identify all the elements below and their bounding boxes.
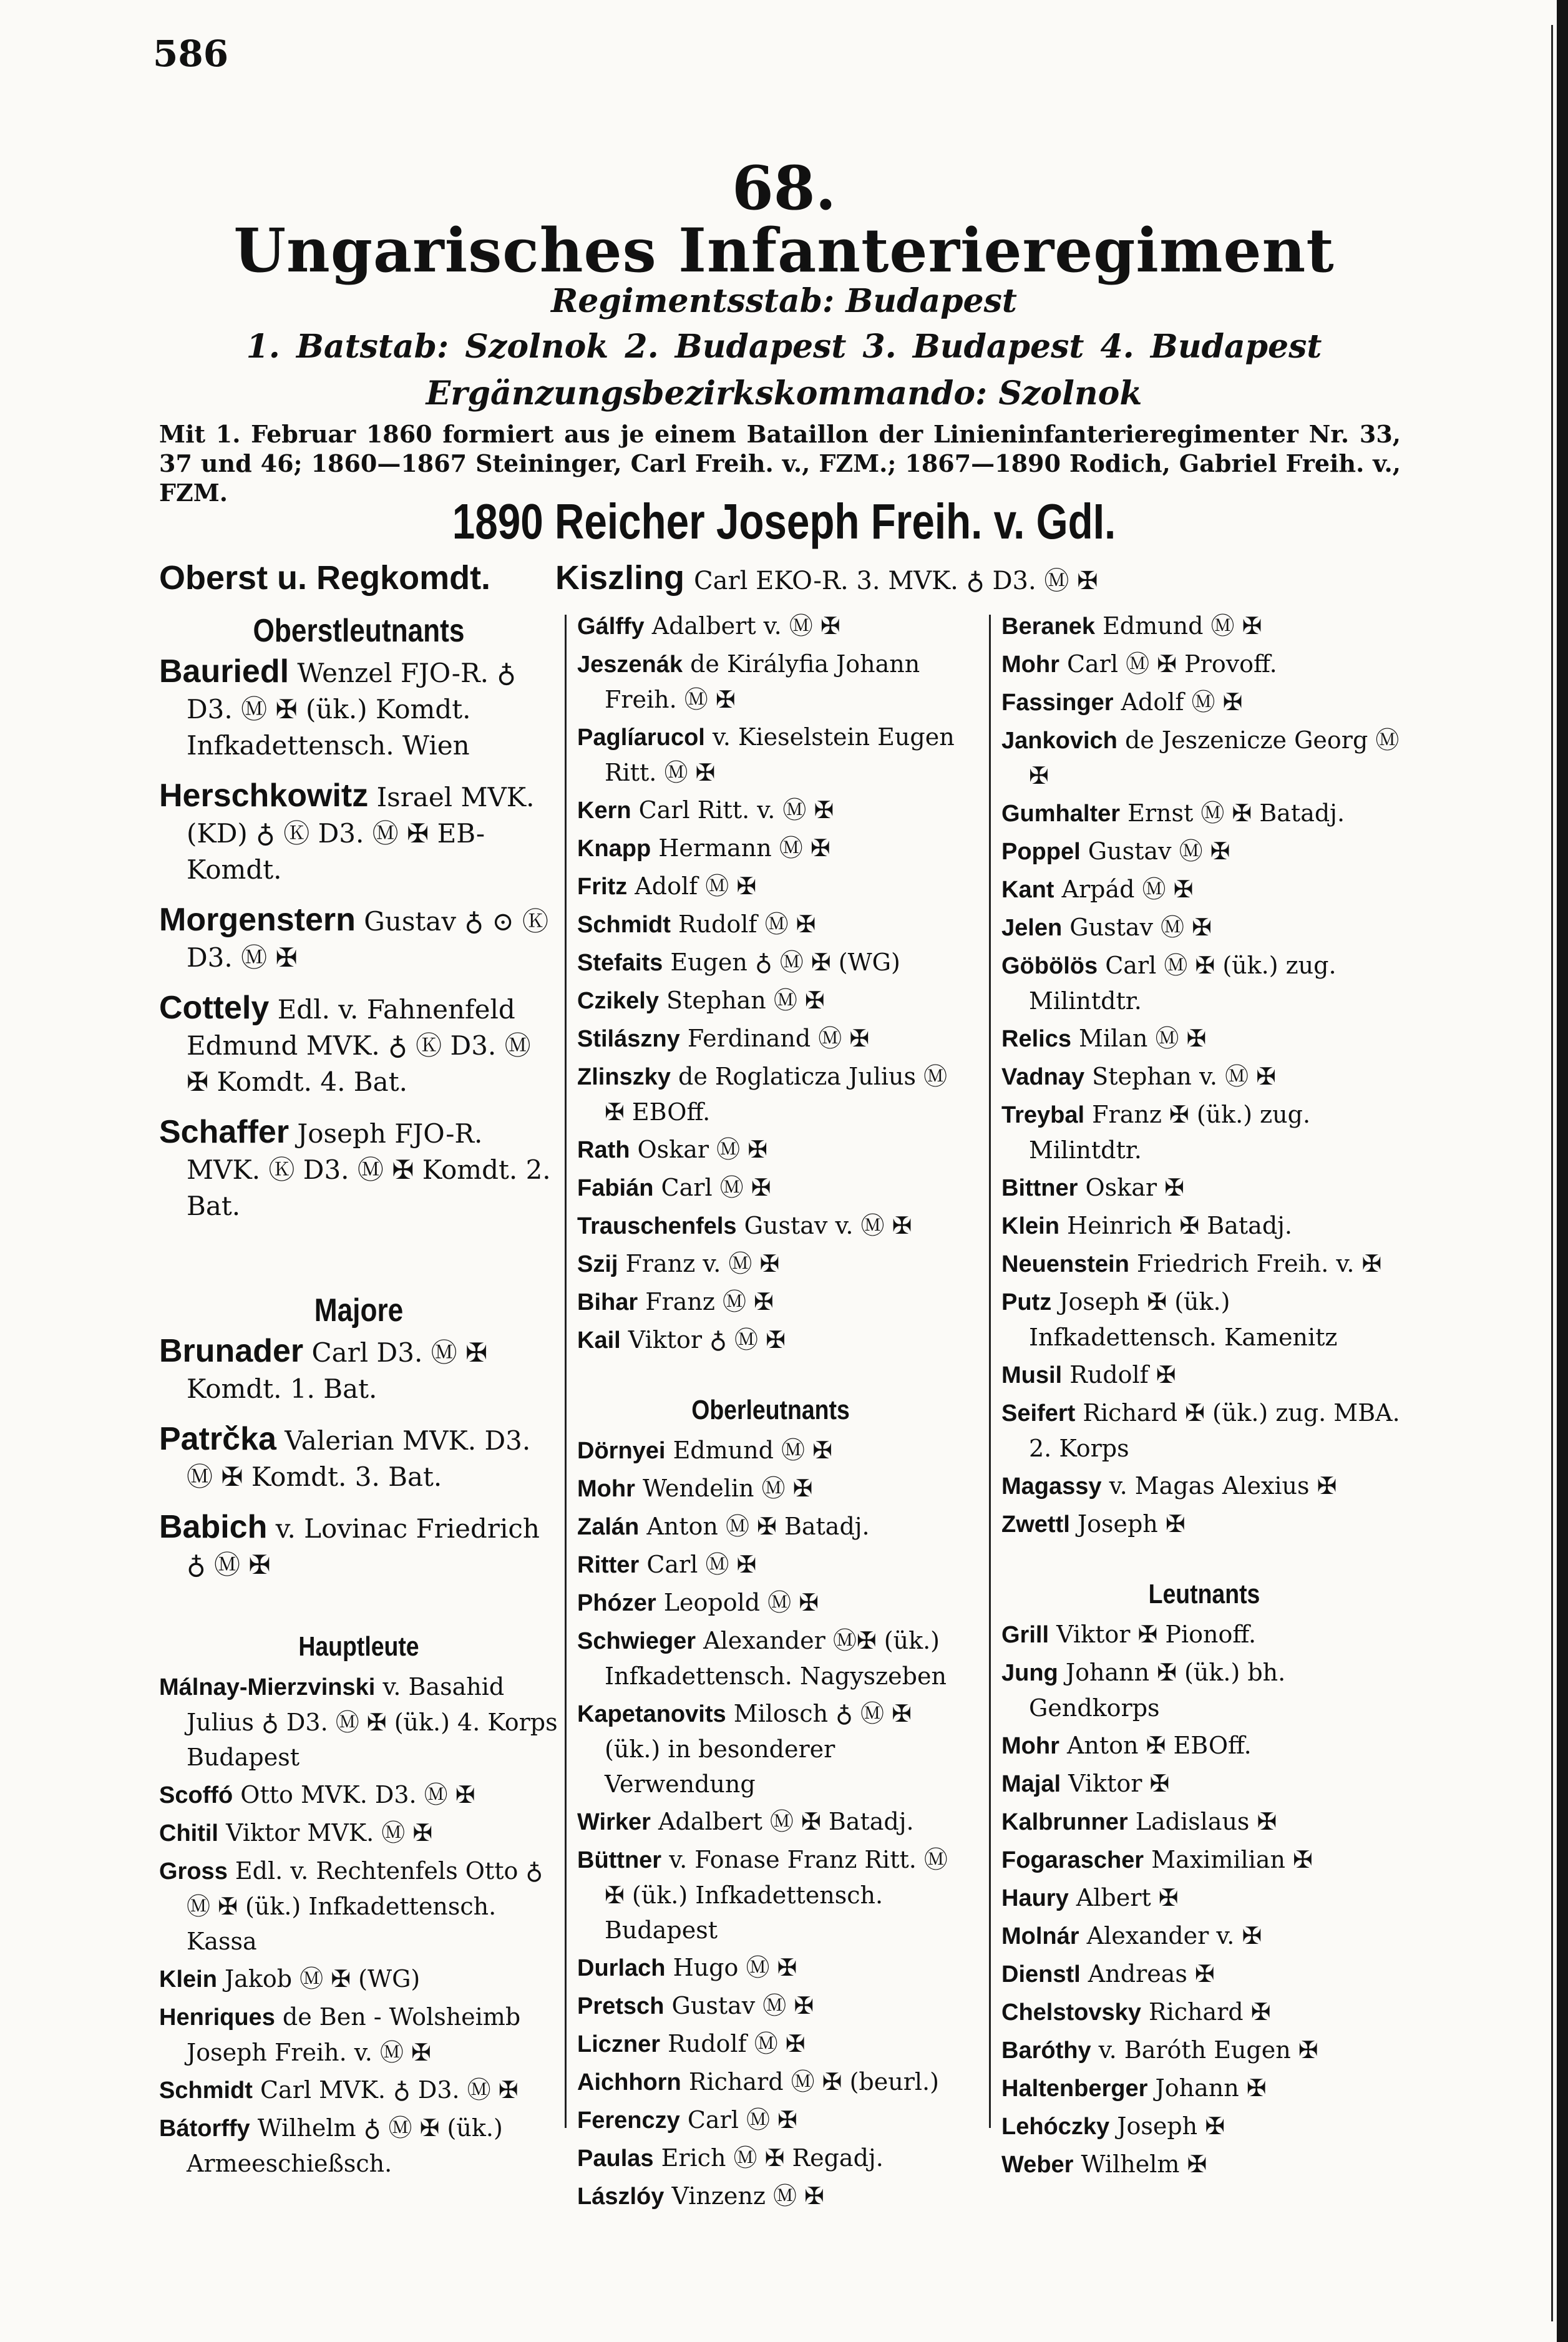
officer-name: Stilászny: [577, 1026, 680, 1052]
officer-name: Magassy: [1001, 1473, 1102, 1500]
officer-entry: [577, 1623, 964, 1694]
officer-details: Leopold Ⓜ ✠: [656, 1589, 819, 1616]
officer-details: Anton ✠ EBOff.: [1059, 1732, 1252, 1759]
section-heading-hauptleute: Hauptleute: [298, 1631, 419, 1662]
officer-details: Stephan v. Ⓜ ✠: [1084, 1063, 1276, 1090]
officer-entry: [1001, 1468, 1407, 1504]
officer-entry: [577, 2140, 964, 2176]
officer-entry: [1001, 834, 1407, 869]
officer-name: Bittner: [1001, 1175, 1078, 1201]
officer-entry: [159, 990, 558, 1100]
officer-name: Schaffer: [159, 1114, 290, 1150]
officer-name: Seifert: [1001, 1400, 1076, 1427]
officer-entry: [577, 2102, 964, 2138]
officer-details: Edl. v. Fahnenfeld Edmund MVK. ♁ Ⓚ D3. Ⓜ ✠ Komdt. 4. Bat.: [187, 994, 531, 1097]
officer-entry: [159, 1961, 558, 1997]
officer-name: Putz: [1001, 1289, 1052, 1315]
officer-entry: [1001, 1918, 1407, 1954]
officer-name: Jeszenák: [577, 651, 683, 678]
officer-details: Alexander v. ✠: [1079, 1922, 1262, 1949]
officer-details: Ferdinand Ⓜ ✠: [679, 1025, 870, 1052]
oberstleutnants-list: [159, 653, 558, 1224]
officer-name: Mohr: [1001, 1733, 1059, 1759]
officer-entry: [1001, 1021, 1407, 1056]
officer-name: Czikely: [577, 988, 659, 1014]
officer-name: Vadnay: [1001, 1064, 1085, 1090]
officer-details: Viktor ♁ Ⓜ ✠: [620, 1326, 786, 1354]
officer-name: Mohr: [1001, 651, 1059, 678]
officer-details: Hermann Ⓜ ✠: [651, 834, 830, 862]
officer-entry: [1001, 1617, 1407, 1652]
officer-details: Milan Ⓜ ✠: [1071, 1025, 1207, 1052]
page-edge-line: [1551, 25, 1553, 2321]
officer-details: Carl Ⓜ ✠: [639, 1551, 757, 1578]
officer-details: v. Magas Alexius ✠: [1101, 1472, 1337, 1500]
officer-name: Weber: [1001, 2152, 1074, 2178]
officer-entry: [1001, 2109, 1407, 2144]
officer-name: Jung: [1001, 1660, 1058, 1686]
officer-name: Klein: [1001, 1213, 1059, 1239]
officer-name: Zlinszky: [577, 1064, 671, 1090]
officer-name: Liczner: [577, 2031, 661, 2057]
officer-name: Fabián: [577, 1175, 654, 1201]
officer-entry: [1001, 1956, 1407, 1992]
officer-details: de Jeszenicze Georg Ⓜ ✠: [1029, 726, 1400, 789]
officer-entry: [577, 1208, 964, 1244]
officer-entry: [1001, 2071, 1407, 2106]
officer-name: Babich: [159, 1509, 268, 1545]
column-1: [159, 608, 558, 2183]
officer-entry: [1001, 608, 1407, 644]
officer-entry: [159, 653, 558, 764]
officer-name: Szij: [577, 1251, 618, 1277]
officer-details: Joseph ✠: [1109, 2112, 1225, 2140]
officer-entry: [1001, 1284, 1407, 1355]
officer-details: v. Kieselstein Eugen Ritt. Ⓜ ✠: [605, 723, 955, 786]
officer-entry: [1001, 910, 1407, 945]
majore-list: [159, 1333, 558, 1583]
officer-entry: [577, 2026, 964, 2062]
officer-entry: [577, 1059, 964, 1130]
officer-details: Oskar ✠: [1078, 1174, 1184, 1201]
officer-name: Gumhalter: [1001, 801, 1121, 827]
officer-name: Zwettl: [1001, 1511, 1070, 1538]
officer-entry: [577, 1132, 964, 1168]
officer-details: Andreas ✠: [1080, 1960, 1215, 1988]
officer-entry: [159, 1999, 558, 2070]
officer-details: Franz v. Ⓜ ✠: [618, 1250, 780, 1277]
officer-entry: [1001, 2147, 1407, 2182]
officer-details: Alexander Ⓜ✠ (ük.) Infkadettensch. Nagyszeben: [605, 1627, 947, 1690]
officer-details: Adolf Ⓜ ✠: [627, 872, 757, 900]
officer-details: Viktor ✠ Pionoff.: [1049, 1621, 1257, 1648]
officer-name: Knapp: [577, 836, 651, 862]
officer-entry: [1001, 1804, 1407, 1840]
officer-entry: [577, 2064, 964, 2100]
officer-details: Rudolf Ⓜ ✠: [670, 910, 816, 938]
officer-entry: [577, 1547, 964, 1583]
section-heading-oberstleutnants: Oberstleutnants: [253, 613, 465, 649]
officer-name: Trauschenfels: [577, 1213, 737, 1239]
column-2: [577, 608, 964, 2217]
officer-name: Kalbrunner: [1001, 1809, 1128, 1835]
officer-entry: [1001, 1728, 1407, 1764]
officer-details: Richard ✠: [1141, 1998, 1271, 2026]
officer-details: Jakob Ⓜ ✠ (WG): [217, 1965, 421, 1993]
officer-entry: [577, 1988, 964, 2024]
officer-details: Gustav Ⓜ ✠: [1062, 914, 1212, 941]
officer-entry: [577, 983, 964, 1018]
officer-name: Grill: [1001, 1622, 1049, 1648]
officer-entry: [1001, 1170, 1407, 1206]
officer-name: Kapetanovits: [577, 1701, 726, 1727]
oberst-name: Kiszling: [555, 559, 685, 597]
officer-name: Kant: [1001, 877, 1054, 903]
officer-entry: [1001, 872, 1407, 907]
officer-entry: [577, 646, 964, 717]
officer-entry: [577, 1842, 964, 1948]
officer-name: Cottely: [159, 990, 270, 1026]
officer-entry: [577, 1509, 964, 1544]
officer-entry: [1001, 1246, 1407, 1282]
officer-name: Phózer: [577, 1590, 656, 1616]
officer-entry: [1001, 1994, 1407, 2030]
officer-entry: [1001, 1208, 1407, 1244]
officer-name: Zalán: [577, 1514, 640, 1540]
officer-name: Kern: [577, 798, 631, 824]
officer-entry: [577, 869, 964, 904]
officer-details: Carl MVK. ♁ D3. Ⓜ ✠: [252, 2076, 519, 2104]
oberst-row: [159, 559, 1407, 597]
officer-entry: [577, 1585, 964, 1621]
regiment-number: 68.: [731, 153, 836, 223]
officer-name: Poppel: [1001, 839, 1081, 865]
officer-entry: [1001, 796, 1407, 831]
officer-name: Fogarascher: [1001, 1847, 1144, 1873]
officer-entry: [1001, 2032, 1407, 2068]
officer-name: Aichhorn: [577, 2069, 681, 2096]
officer-name: Bauriedl: [159, 653, 290, 690]
officer-details: Oskar Ⓜ ✠: [630, 1136, 768, 1163]
officer-details: Anton Ⓜ ✠ Batadj.: [639, 1513, 870, 1540]
officer-details: Joseph ✠ (ük.) Infkadettensch. Kamenitz: [1029, 1288, 1338, 1351]
officer-details: Wilhelm ✠: [1073, 2150, 1207, 2178]
officer-entry: [577, 1246, 964, 1282]
oberst-details: Carl EKO-R. 3. MVK. ♁ D3. Ⓜ ✠: [694, 567, 1098, 595]
officer-name: Lehóczky: [1001, 2114, 1110, 2140]
officer-details: Friedrich Freih. v. ✠: [1129, 1250, 1382, 1277]
officer-name: Henriques: [159, 2004, 275, 2031]
officer-name: Lászlóy: [577, 2183, 665, 2210]
officer-name: Ferenczy: [577, 2107, 680, 2134]
officer-entry: [1001, 1097, 1407, 1168]
officer-details: Carl Ⓜ ✠ Provoff.: [1059, 650, 1277, 678]
officer-name: Bihar: [577, 1289, 638, 1315]
officer-entry: [577, 720, 964, 790]
officer-entry: [577, 793, 964, 828]
officer-name: Scoffó: [159, 1782, 233, 1808]
officer-entry: [1001, 1842, 1407, 1878]
officer-details: Johann ✠ (ük.) bh. Gendkorps: [1029, 1659, 1286, 1722]
regiment-history: Mit 1. Februar 1860 formiert aus je einem Bataillon der Linieninfanterieregimenter Nr. 33, 37 und 46; 1860—1867 Steininger, Carl Freih. v., FZM.; 1867—1890 Rodich, Gabriel Freih. v., FZM.: [159, 420, 1401, 507]
officer-name: Herschkowitz: [159, 778, 369, 814]
officer-details: Hugo Ⓜ ✠: [665, 1954, 797, 1981]
officer-name: Ritter: [577, 1552, 640, 1578]
officer-details: Viktor ✠: [1061, 1770, 1170, 1797]
officer-entry: [577, 1170, 964, 1206]
officer-details: Otto MVK. D3. Ⓜ ✠: [233, 1781, 475, 1808]
officer-entry: [577, 1471, 964, 1506]
officer-name: Morgenstern: [159, 902, 356, 938]
officer-entry: [159, 902, 558, 976]
officer-details: Wilhelm ♁ Ⓜ ✠ (ük.) Armeeschießsch.: [187, 2114, 503, 2177]
officer-entry: [1001, 1357, 1407, 1393]
officer-name: Schmidt: [159, 2077, 253, 2104]
officer-details: Albert ✠: [1068, 1884, 1179, 1911]
officer-details: Arpád Ⓜ ✠: [1054, 876, 1194, 903]
officer-details: Erich Ⓜ ✠ Regadj.: [653, 2144, 884, 2172]
officer-entry: [1001, 685, 1407, 720]
officer-details: Johann ✠: [1147, 2074, 1267, 2102]
officer-name: Gálffy: [577, 613, 645, 640]
officer-details: Gustav ♁ ⊙ Ⓚ D3. Ⓜ ✠: [187, 906, 549, 973]
officer-details: Stephan Ⓜ ✠: [658, 987, 825, 1014]
officer-details: Wendelin Ⓜ ✠: [635, 1475, 813, 1502]
officer-details: Maximilian ✠: [1144, 1846, 1313, 1873]
officer-details: Gustav Ⓜ ✠: [664, 1992, 814, 2019]
officer-entry: [1001, 1880, 1407, 1916]
officer-name: Haury: [1001, 1885, 1069, 1911]
officer-details: v. Basahid Julius ♁ D3. Ⓜ ✠ (ük.) 4. Korps Budapest: [187, 1673, 558, 1771]
officer-details: Rudolf ✠: [1062, 1361, 1176, 1388]
oberst-rank: Oberst u. Regkomdt.: [159, 559, 491, 597]
batstab-line: 1. Batstab: Szolnok 2. Budapest 3. Budapest 4. Budapest: [246, 328, 1322, 366]
officer-details: Rudolf Ⓜ ✠: [660, 2030, 806, 2057]
officer-name: Pretsch: [577, 1993, 665, 2019]
column-divider-1: [565, 615, 567, 2128]
officer-entry: [159, 1669, 558, 1775]
officer-entry: [577, 831, 964, 866]
section-heading-oberleutnants: Oberleutnants: [691, 1395, 850, 1425]
officer-name: Musil: [1001, 1362, 1063, 1388]
officer-entry: [577, 1284, 964, 1320]
officer-entry: [577, 1322, 964, 1358]
section-heading-leutnants: Leutnants: [1148, 1579, 1260, 1609]
officer-details: Franz Ⓜ ✠: [638, 1288, 774, 1315]
officer-name: Rath: [577, 1137, 630, 1163]
officer-details: Gustav Ⓜ ✠: [1080, 837, 1230, 865]
officer-name: Paulas: [577, 2145, 654, 2172]
officer-details: v. Lovinac Friedrich ♁ Ⓜ ✠: [187, 1513, 540, 1580]
officer-name: Patrčka: [159, 1421, 276, 1457]
officer-name: Schmidt: [577, 912, 671, 938]
officer-name: Büttner: [577, 1847, 662, 1873]
officer-name: Fritz: [577, 874, 628, 900]
officer-entry: [577, 907, 964, 942]
ergaenzungsbezirk-line: Ergänzungsbezirkskommando: Szolnok: [426, 374, 1142, 412]
officer-details: Wenzel FJO-R. ♁ D3. Ⓜ ✠ (ük.) Komdt. Infkadettensch. Wien: [187, 658, 516, 761]
officer-name: Majal: [1001, 1771, 1061, 1797]
officer-entry: [1001, 1655, 1407, 1725]
officer-name: Kail: [577, 1327, 621, 1354]
officer-details: Carl Ⓜ ✠: [679, 2106, 797, 2134]
officer-details: Eugen ♁ Ⓜ ✠ (WG): [663, 949, 900, 976]
officer-details: Carl D3. Ⓜ ✠ Komdt. 1. Bat.: [187, 1337, 488, 1404]
officer-details: Adalbert Ⓜ ✠ Batadj.: [650, 1808, 914, 1835]
oberleutnants-list: [577, 1433, 964, 2214]
officer-entry: [1001, 948, 1407, 1018]
officer-name: Bátorffy: [159, 2115, 250, 2142]
officer-details: de Ben - Wolsheimb Joseph Freih. v. Ⓜ ✠: [187, 2003, 521, 2066]
officer-name: Molnár: [1001, 1923, 1079, 1949]
officer-name: Gross: [159, 1858, 228, 1885]
section-heading-majore: Majore: [314, 1292, 404, 1329]
officer-details: Vinzenz Ⓜ ✠: [664, 2182, 824, 2210]
officer-entry: [1001, 1506, 1407, 1542]
officer-entry: [577, 608, 964, 644]
officer-name: Brunader: [159, 1333, 304, 1369]
officer-details: v. Baróth Eugen ✠: [1091, 2036, 1318, 2064]
officer-name: Treybal: [1001, 1102, 1085, 1128]
officer-details: Joseph ✠: [1069, 1510, 1186, 1538]
regiment-inhaber: 1890 Reicher Joseph Freih. v. GdI.: [452, 494, 1116, 549]
leutnants-list: [1001, 1617, 1407, 2182]
officer-entry: [159, 1509, 558, 1583]
officer-details: Richard ✠ (ük.) zug. MBA. 2. Korps: [1029, 1399, 1400, 1462]
officer-entry: [159, 1333, 558, 1407]
officer-details: Viktor MVK. Ⓜ ✠: [218, 1819, 433, 1847]
officer-name: Fassinger: [1001, 690, 1114, 716]
officer-details: Adolf Ⓜ ✠: [1113, 688, 1243, 716]
officer-name: Relics: [1001, 1026, 1071, 1052]
officer-details: Carl Ⓜ ✠ (ük.) zug. Milintdtr.: [1029, 952, 1337, 1015]
oberleutnants-continued-list: [1001, 608, 1407, 1542]
officer-details: Milosch ♁ Ⓜ ✠ (ük.) in besonderer Verwendung: [605, 1700, 912, 1798]
officer-name: Göbölös: [1001, 953, 1098, 979]
officer-name: Paglíarucol: [577, 725, 705, 751]
officer-name: Chelstovsky: [1001, 1999, 1141, 2026]
officer-entry: [577, 1696, 964, 1802]
officer-details: Edl. v. Rechtenfels Otto ♁ Ⓜ ✠ (ük.) Infkadettensch. Kassa: [187, 1857, 543, 1955]
officer-name: Durlach: [577, 1955, 666, 1981]
officer-entry: [1001, 646, 1407, 682]
officer-name: Baróthy: [1001, 2037, 1091, 2064]
officer-entry: [577, 1021, 964, 1056]
officer-details: Edmund Ⓜ ✠: [665, 1437, 832, 1464]
officer-entry: [159, 1114, 558, 1224]
page-number: 586: [153, 32, 229, 75]
officer-details: Richard Ⓜ ✠ (beurl.): [681, 2068, 939, 2096]
officer-entry: [159, 1421, 558, 1495]
officer-name: Klein: [159, 1966, 217, 1993]
officer-details: Ladislaus ✠: [1127, 1808, 1277, 1835]
regimentsstab-line: Regimentsstab: Budapest: [551, 282, 1017, 320]
officer-entry: [159, 1815, 558, 1851]
officer-details: Adalbert v. Ⓜ ✠: [644, 612, 840, 640]
officer-entry: [159, 2072, 558, 2108]
officer-name: Stefaits: [577, 950, 663, 976]
officer-details: Heinrich ✠ Batadj.: [1059, 1212, 1293, 1239]
officer-entry: [1001, 1395, 1407, 1466]
officer-entry: [577, 1804, 964, 1840]
officer-entry: [1001, 1766, 1407, 1802]
hauptleute-list: [159, 1669, 558, 2181]
officer-entry: [577, 1950, 964, 1986]
officer-name: Chitil: [159, 1820, 218, 1847]
officer-entry: [159, 1777, 558, 1813]
officer-name: Schwieger: [577, 1628, 696, 1654]
officer-entry: [577, 2179, 964, 2214]
hauptleute-continued-list: [577, 608, 964, 1358]
officer-entry: [159, 2110, 558, 2181]
officer-entry: [577, 945, 964, 980]
officer-name: Mohr: [577, 1476, 635, 1502]
officer-details: Gustav v. Ⓜ ✠: [736, 1212, 912, 1239]
officer-entry: [159, 778, 558, 888]
officer-entry: [1001, 1059, 1407, 1095]
officer-details: Carl Ⓜ ✠: [653, 1174, 771, 1201]
officer-details: Edmund Ⓜ ✠: [1094, 612, 1262, 640]
regiment-title: Ungarisches Infanterieregiment: [233, 215, 1335, 286]
officer-name: Dörnyei: [577, 1438, 666, 1464]
column-divider-2: [989, 615, 991, 2128]
officer-name: Málnay-Mierzvinski: [159, 1674, 376, 1700]
officer-details: Valerian MVK. D3. Ⓜ ✠ Komdt. 3. Bat.: [187, 1425, 531, 1492]
officer-entry: [159, 1853, 558, 1959]
officer-name: Jankovich: [1001, 728, 1118, 754]
officer-name: Beranek: [1001, 613, 1095, 640]
column-3: [1001, 608, 1407, 2185]
officer-details: v. Fonase Franz Ritt. Ⓜ ✠ (ük.) Infkadettensch. Budapest: [605, 1846, 948, 1944]
officer-details: Joseph FJO-R. MVK. Ⓚ D3. Ⓜ ✠ Komdt. 2. Bat.: [187, 1118, 551, 1221]
officer-entry: [1001, 723, 1407, 793]
officer-details: Ernst Ⓜ ✠ Batadj.: [1120, 799, 1345, 827]
officer-name: Dienstl: [1001, 1961, 1081, 1988]
officer-entry: [577, 1433, 964, 1468]
officer-name: Jelen: [1001, 915, 1063, 941]
officer-details: Israel MVK. (KD) ♁ Ⓚ D3. Ⓜ ✠ EB-Komdt.: [187, 782, 535, 885]
officer-name: Haltenberger: [1001, 2076, 1148, 2102]
officer-details: de Roglaticza Julius Ⓜ ✠ EBOff.: [605, 1063, 948, 1126]
officer-details: Carl Ritt. v. Ⓜ ✠: [631, 796, 834, 824]
officer-details: de Királyfia Johann Freih. Ⓜ ✠: [605, 650, 920, 713]
officer-name: Neuenstein: [1001, 1251, 1129, 1277]
officer-name: Wirker: [577, 1809, 651, 1835]
officer-details: Franz ✠ (ük.) zug. Milintdtr.: [1029, 1101, 1311, 1164]
